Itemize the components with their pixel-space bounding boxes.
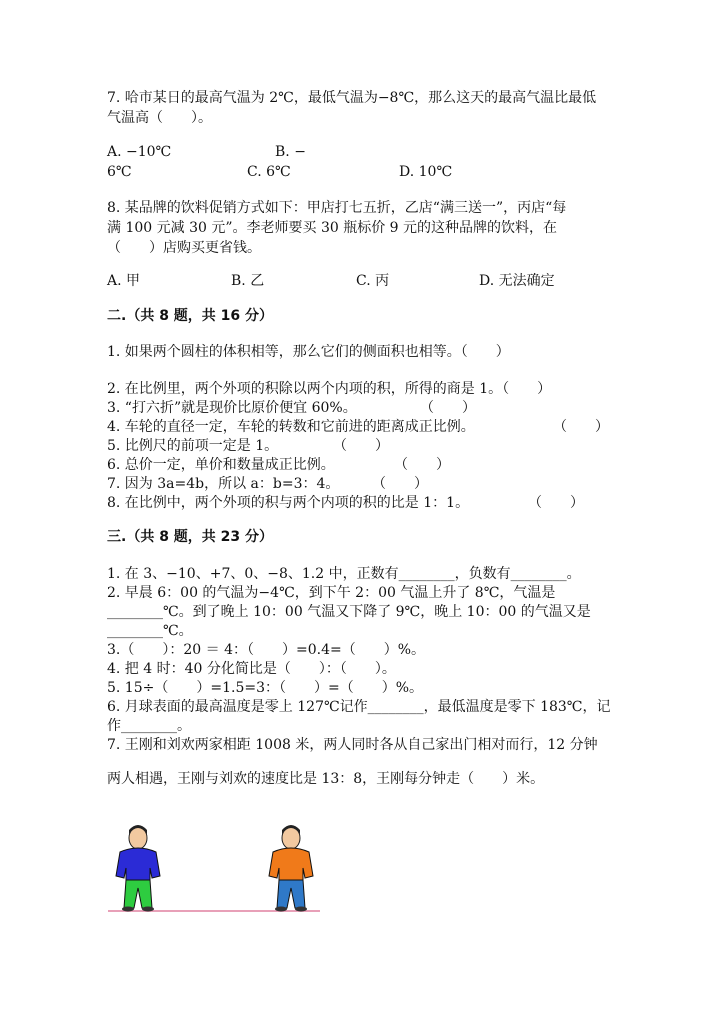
q7-option-a: A. −10℃	[107, 144, 172, 160]
person-left-pants	[124, 880, 152, 908]
section3-item-2-line1: 2. 早晨 6：00 的气温为−4℃，到下午 2：00 气温上升了 8℃，气温是	[107, 585, 556, 601]
q8-option-c: C. 丙	[356, 273, 390, 289]
person-right-shirt	[269, 848, 313, 880]
q8-line3: （ ）店购买更省钱。	[107, 240, 261, 256]
q8-option-a: A. 甲	[107, 273, 141, 289]
section3-item-4: 4. 把 4 时：40 分化简比是（ ）：（ ）。	[107, 661, 396, 677]
section3-item-2-line3: ________℃。	[107, 623, 193, 639]
section2-item-5-bracket: （ ）	[333, 438, 389, 454]
q7-option-b: B. −	[275, 144, 306, 160]
section2-item-8-bracket: （ ）	[528, 495, 584, 511]
q8-option-b: B. 乙	[231, 273, 265, 289]
q8-line1: 8. 某品牌的饮料促销方式如下：甲店打七五折，乙店“满三送一”，丙店“每	[107, 200, 567, 216]
section3-item-7-line1: 7. 王刚和刘欢两家相距 1008 米，两人同时各从自己家出门相对而行，12 分钟	[107, 737, 598, 753]
section3-item-2-line2: ________℃。到了晚上 10：00 气温又下降了 9℃，晚上 10：00 的气温又是	[107, 604, 591, 620]
walking-people-figure	[104, 818, 326, 916]
q8-option-d: D. 无法确定	[479, 273, 555, 289]
q7-option-b-cont: 6℃	[107, 164, 132, 180]
q7-line2: 气温高（ ）。	[107, 110, 212, 126]
person-left-shirt	[116, 848, 160, 880]
section2-item-6: 6. 总价一定，单价和数量成正比例。	[107, 457, 335, 473]
section2-item-5: 5. 比例尺的前项一定是 1。	[107, 438, 279, 454]
q7-option-c: C. 6℃	[247, 164, 291, 180]
section2-item-8: 8. 在比例中，两个外项的积与两个内项的积的比是 1：1。	[107, 495, 470, 511]
section2-item-7: 7. 因为 3a=4b，所以 a：b=3：4。	[107, 476, 340, 492]
person-left	[116, 825, 160, 912]
section2-item-2: 2. 在比例里，两个外项的积除以两个内项的积，所得的商是 1。（ ）	[107, 381, 552, 397]
section3-item-3: 3.（ ）：20 ＝ 4：（ ）=0.4=（ ）%。	[107, 642, 426, 658]
section2-item-7-bracket: （ ）	[372, 476, 428, 492]
section2-item-3: 3. “打六折”就是现价比原价便宜 60%。	[107, 400, 357, 416]
person-right-pants	[277, 880, 305, 908]
person-right	[269, 825, 313, 912]
section3-item-5: 5. 15÷（ ）=1.5=3：（ ）=（ ）%。	[107, 680, 424, 696]
section3-item-7-line2: 两人相遇，王刚与刘欢的速度比是 13：8，王刚每分钟走（ ）米。	[107, 771, 545, 787]
section2-item-4: 4. 车轮的直径一定，车轮的转数和它前进的距离成正比例。	[107, 419, 475, 435]
q8-line2: 满 100 元减 30 元”。李老师要买 30 瓶标价 9 元的这种品牌的饮料，在	[107, 220, 558, 236]
section3-item-6-line2: 作________。	[107, 718, 191, 734]
section2-item-4-bracket: （ ）	[553, 419, 609, 435]
q7-line1: 7. 哈市某日的最高气温为 2℃，最低气温为−8℃，那么这天的最高气温比最低	[107, 90, 597, 106]
section3-item-1: 1. 在 3、−10、+7、0、−8、1.2 中，正数有________，负数有________。	[107, 566, 581, 582]
section3-heading: 三.（共 8 题，共 23 分）	[107, 529, 274, 545]
section2-heading: 二.（共 8 题，共 16 分）	[107, 308, 274, 324]
section2-item-6-bracket: （ ）	[394, 457, 450, 473]
q7-option-d: D. 10℃	[399, 164, 453, 180]
section2-item-3-bracket: （ ）	[420, 400, 476, 416]
section3-item-6-line1: 6. 月球表面的最高温度是零上 127℃记作________，最低温度是零下 183℃，记	[107, 699, 611, 715]
section2-item-1: 1. 如果两个圆柱的体积相等，那么它们的侧面积也相等。（ ）	[107, 344, 510, 360]
